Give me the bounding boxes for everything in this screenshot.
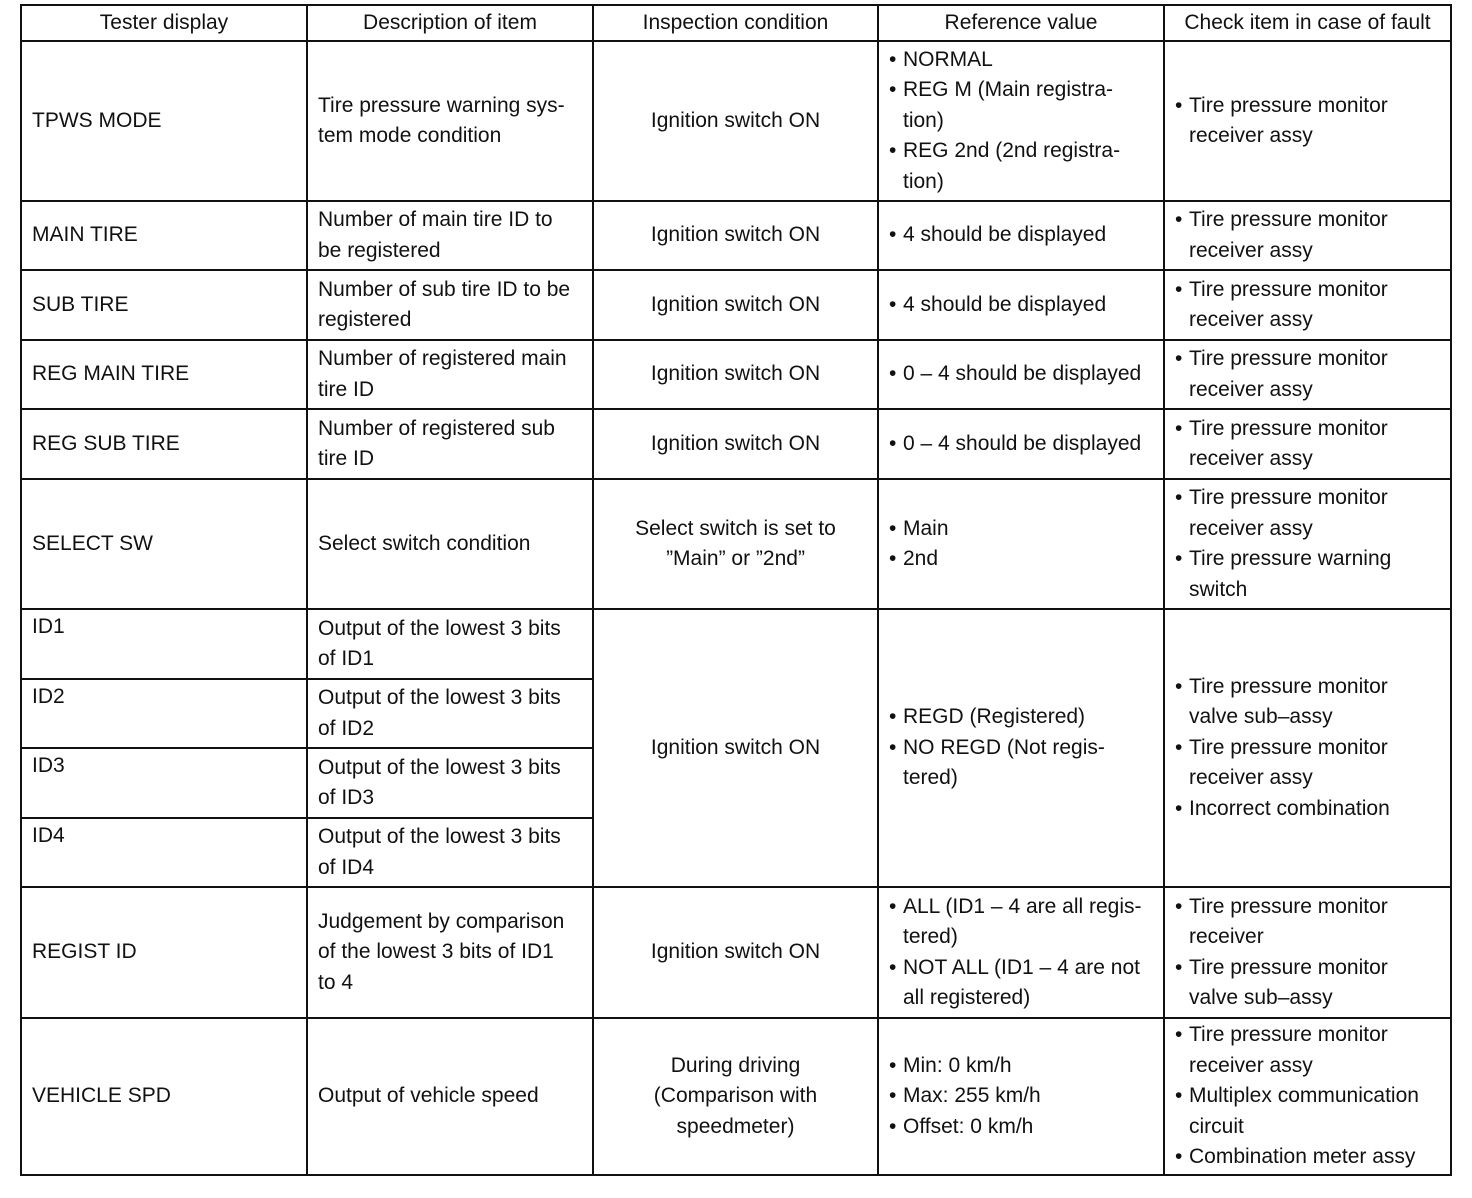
description-cell-text: Select switch condition xyxy=(318,531,531,555)
list-item: • Multiplex communication circuit xyxy=(1175,1081,1440,1142)
tester-display-cell xyxy=(21,748,307,818)
list-item: • REG 2nd (2nd registra- tion) xyxy=(889,136,1153,197)
reference-value-cell-list xyxy=(889,290,1153,321)
inspection-condition-cell xyxy=(593,887,878,1018)
list-item: • Tire pressure monitor receiver xyxy=(1175,892,1440,953)
table-row xyxy=(21,340,1451,409)
diagnostic-data-table xyxy=(20,4,1452,1176)
description-cell xyxy=(307,609,593,679)
description-cell-text: Tire pressure warning sys- tem mode condition xyxy=(318,93,565,147)
inspection-condition-cell-text: Ignition switch ON xyxy=(650,108,821,132)
list-item: • Max: 255 km/h xyxy=(889,1081,1153,1112)
tester-display-cell xyxy=(21,201,307,270)
table-row xyxy=(21,609,1451,679)
tester-display-cell xyxy=(21,609,307,679)
reference-value-cell xyxy=(878,609,1164,887)
description-cell-text: Number of registered sub tire ID xyxy=(318,416,555,470)
description-cell-text: Output of vehicle speed xyxy=(318,1084,539,1108)
inspection-condition-cell-text: Ignition switch ON xyxy=(650,362,821,386)
reference-value-cell-list xyxy=(889,45,1153,198)
reference-value-cell xyxy=(878,479,1164,609)
check-item-cell-list xyxy=(1175,275,1440,336)
inspection-condition-cell xyxy=(593,479,878,609)
tester-display-cell xyxy=(21,679,307,748)
list-item: • Combination meter assy xyxy=(1175,1142,1440,1173)
check-item-cell-list xyxy=(1175,1020,1440,1173)
list-item: • Tire pressure warning switch xyxy=(1175,544,1440,605)
table-row xyxy=(21,201,1451,270)
tester-display-cell xyxy=(21,340,307,409)
reference-value-cell-list xyxy=(889,1051,1153,1143)
reference-value-cell xyxy=(878,887,1164,1018)
list-item: • NOT ALL (ID1 – 4 are not all registered) xyxy=(889,953,1153,1014)
reference-value-cell-list xyxy=(889,220,1153,251)
tester-display-cell xyxy=(21,818,307,887)
inspection-condition-cell xyxy=(593,340,878,409)
description-cell xyxy=(307,1018,593,1175)
tester-display-cell-text: ID1 xyxy=(32,615,65,638)
inspection-condition-cell-text: Select switch is set to ”Main” or ”2nd” xyxy=(635,516,836,570)
description-cell-text: Output of the lowest 3 bits of ID1 xyxy=(318,616,561,670)
description-cell xyxy=(307,887,593,1018)
check-item-cell xyxy=(1164,409,1451,479)
list-item: • Tire pressure monitor receiver assy xyxy=(1175,733,1440,794)
list-item: • Tire pressure monitor receiver assy xyxy=(1175,483,1440,544)
list-item: • 0 – 4 should be displayed xyxy=(889,429,1153,460)
header-reference-value: Reference value xyxy=(878,5,1164,41)
tester-display-cell-text: ID4 xyxy=(32,824,65,847)
inspection-condition-cell xyxy=(593,41,878,201)
description-cell xyxy=(307,270,593,340)
check-item-cell-list xyxy=(1175,91,1440,152)
check-item-cell xyxy=(1164,479,1451,609)
check-item-cell-list xyxy=(1175,483,1440,605)
description-cell-text: Output of the lowest 3 bits of ID3 xyxy=(318,755,561,809)
check-item-cell xyxy=(1164,1018,1451,1175)
tester-display-cell xyxy=(21,270,307,340)
reference-value-cell-list xyxy=(889,359,1153,390)
reference-value-cell-list xyxy=(889,892,1153,1014)
tester-display-cell-text: MAIN TIRE xyxy=(32,223,138,247)
list-item: • NO REGD (Not regis- tered) xyxy=(889,733,1153,794)
inspection-condition-cell-text: Ignition switch ON xyxy=(650,940,821,964)
check-item-cell-list xyxy=(1175,672,1440,825)
tester-display-cell xyxy=(21,1018,307,1175)
reference-value-cell-list xyxy=(889,514,1153,575)
tester-display-cell-text: VEHICLE SPD xyxy=(32,1084,171,1108)
inspection-condition-cell xyxy=(593,609,878,887)
list-item: • 4 should be displayed xyxy=(889,220,1153,251)
tester-display-cell xyxy=(21,409,307,479)
check-item-cell xyxy=(1164,887,1451,1018)
list-item: • REGD (Registered) xyxy=(889,702,1153,733)
list-item: • ALL (ID1 – 4 are all regis- tered) xyxy=(889,892,1153,953)
reference-value-cell xyxy=(878,270,1164,340)
check-item-cell xyxy=(1164,201,1451,270)
description-cell xyxy=(307,41,593,201)
table-row xyxy=(21,270,1451,340)
reference-value-cell xyxy=(878,1018,1164,1175)
list-item: • Min: 0 km/h xyxy=(889,1051,1153,1082)
inspection-condition-cell-text: During driving (Comparison with speedmeter) xyxy=(653,1053,818,1138)
header-description: Description of item xyxy=(307,5,593,41)
list-item: • Main xyxy=(889,514,1153,545)
list-item: • 2nd xyxy=(889,544,1153,575)
description-cell-text: Number of registered main tire ID xyxy=(318,347,567,401)
description-cell xyxy=(307,340,593,409)
description-cell xyxy=(307,818,593,887)
inspection-condition-cell-text: Ignition switch ON xyxy=(650,735,821,759)
check-item-cell xyxy=(1164,609,1451,887)
list-item: • REG M (Main registra- tion) xyxy=(889,75,1153,136)
list-item: • Tire pressure monitor receiver assy xyxy=(1175,275,1440,336)
reference-value-cell xyxy=(878,41,1164,201)
inspection-condition-cell xyxy=(593,409,878,479)
list-item: • Tire pressure monitor receiver assy xyxy=(1175,91,1440,152)
description-cell-text: Output of the lowest 3 bits of ID4 xyxy=(318,825,561,879)
table-row xyxy=(21,409,1451,479)
check-item-cell-list xyxy=(1175,205,1440,266)
description-cell xyxy=(307,201,593,270)
tester-display-cell-text: REGIST ID xyxy=(32,940,137,964)
reference-value-cell-list xyxy=(889,702,1153,794)
header-inspection-condition: Inspection condition xyxy=(593,5,878,41)
list-item: • Tire pressure monitor receiver assy xyxy=(1175,1020,1440,1081)
inspection-condition-cell-text: Ignition switch ON xyxy=(650,292,821,316)
tester-display-cell-text: SELECT SW xyxy=(32,531,153,555)
tester-display-cell-text: REG SUB TIRE xyxy=(32,431,180,455)
list-item: • Incorrect combination xyxy=(1175,794,1440,825)
inspection-condition-cell xyxy=(593,270,878,340)
description-cell-text: Number of sub tire ID to be registered xyxy=(318,277,571,331)
table-row xyxy=(21,41,1451,201)
tester-display-cell-text: REG MAIN TIRE xyxy=(32,362,190,386)
tester-display-cell-text: ID2 xyxy=(32,685,65,708)
list-item: • Tire pressure monitor receiver assy xyxy=(1175,344,1440,405)
reference-value-cell-list xyxy=(889,429,1153,460)
header-tester-display: Tester display xyxy=(21,5,307,41)
tester-display-cell xyxy=(21,887,307,1018)
table-row xyxy=(21,1018,1451,1175)
description-cell xyxy=(307,679,593,748)
reference-value-cell xyxy=(878,340,1164,409)
inspection-condition-cell xyxy=(593,201,878,270)
check-item-cell-list xyxy=(1175,414,1440,475)
list-item: • Tire pressure monitor receiver assy xyxy=(1175,414,1440,475)
list-item: • Tire pressure monitor valve sub–assy xyxy=(1175,953,1440,1014)
check-item-cell-list xyxy=(1175,892,1440,1014)
description-cell xyxy=(307,748,593,818)
inspection-condition-cell-text: Ignition switch ON xyxy=(650,431,821,455)
description-cell-text: Output of the lowest 3 bits of ID2 xyxy=(318,686,561,740)
list-item: • 0 – 4 should be displayed xyxy=(889,359,1153,390)
description-cell-text: Judgement by comparison of the lowest 3 bits of ID1 to 4 xyxy=(318,909,565,994)
list-item: • Tire pressure monitor receiver assy xyxy=(1175,205,1440,266)
description-cell-text: Number of main tire ID to be registered xyxy=(318,208,553,262)
reference-value-cell xyxy=(878,201,1164,270)
tester-display-cell-text: ID3 xyxy=(32,754,65,777)
tester-display-cell xyxy=(21,41,307,201)
table-header-row xyxy=(21,5,1451,41)
tester-display-cell xyxy=(21,479,307,609)
tester-display-cell-text: SUB TIRE xyxy=(32,292,129,316)
header-check-item: Check item in case of fault xyxy=(1164,5,1451,41)
inspection-condition-cell xyxy=(593,1018,878,1175)
description-cell xyxy=(307,479,593,609)
list-item: • Tire pressure monitor valve sub–assy xyxy=(1175,672,1440,733)
check-item-cell xyxy=(1164,41,1451,201)
table-row xyxy=(21,479,1451,609)
list-item: • Offset: 0 km/h xyxy=(889,1112,1153,1143)
check-item-cell-list xyxy=(1175,344,1440,405)
reference-value-cell xyxy=(878,409,1164,479)
tester-display-cell-text: TPWS MODE xyxy=(32,108,162,132)
list-item: • 4 should be displayed xyxy=(889,290,1153,321)
table-row xyxy=(21,887,1451,1018)
inspection-condition-cell-text: Ignition switch ON xyxy=(650,223,821,247)
check-item-cell xyxy=(1164,270,1451,340)
list-item: • NORMAL xyxy=(889,45,1153,76)
description-cell xyxy=(307,409,593,479)
check-item-cell xyxy=(1164,340,1451,409)
